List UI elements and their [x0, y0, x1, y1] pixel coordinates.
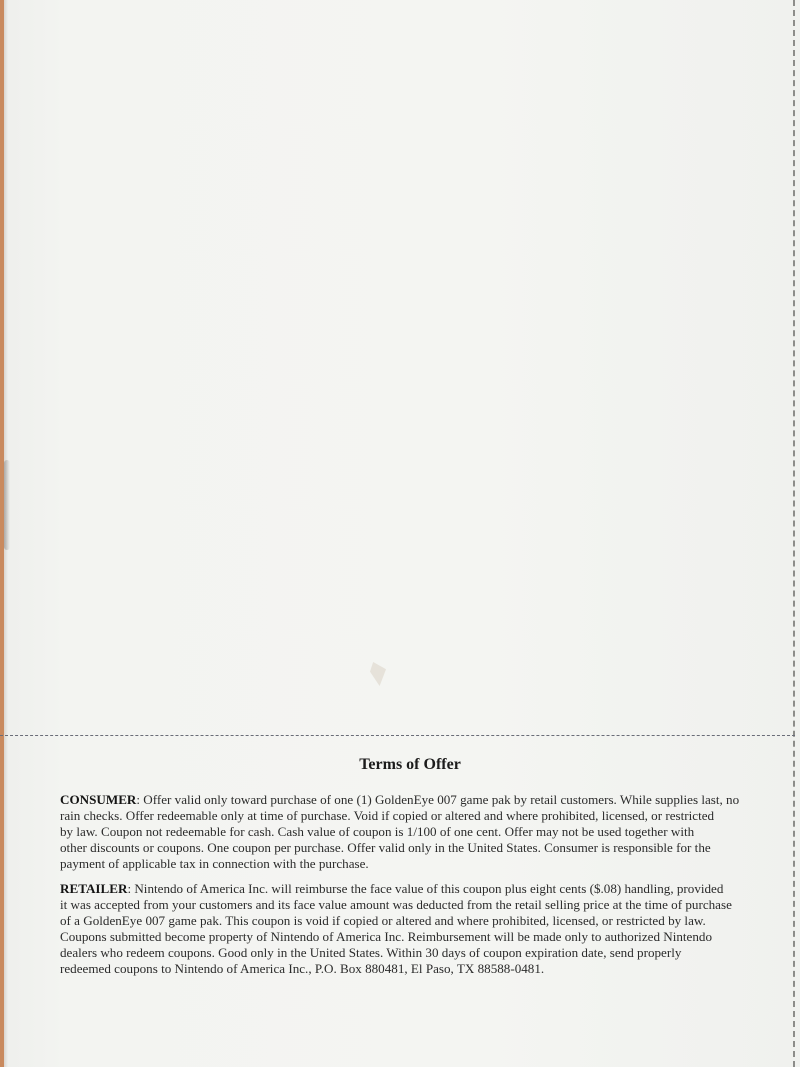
retailer-terms: [60, 881, 785, 977]
consumer-line-5: payment of applicable tax in connection with the purchase.: [60, 856, 369, 871]
consumer-line-1: CONSUMER: Offer valid only toward purchase of one (1) GoldenEye 007 game pak by retail customers. While supplies last, no: [60, 792, 740, 807]
paper-speck: [370, 662, 386, 686]
retailer-line-1: RETAILER: Nintendo of America Inc. will reimburse the face value of this coupon plus eight cents ($.08) handling, provided: [60, 881, 724, 896]
consumer-line-4: other discounts or coupons. One coupon per purchase. Offer valid only in the United States. Consumer is responsible for the: [60, 840, 711, 855]
coupon-cut-line: [0, 735, 795, 736]
retailer-line-2: it was accepted from your customers and its face value amount was deducted from the retail selling price at the time of purchase: [60, 897, 732, 912]
consumer-line-3: by law. Coupon not redeemable for cash. Cash value of coupon is 1/100 of one cent. Offer may not be used together with: [60, 824, 695, 839]
consumer-label: CONSUMER: [60, 792, 137, 807]
binding-shadow: [4, 460, 10, 550]
retailer-line-5: dealers who redeem coupons. Good only in the United States. Within 30 days of coupon expiration date, send properly: [60, 945, 682, 960]
consumer-line-2: rain checks. Offer redeemable only at time of purchase. Void if copied or altered and where prohibited, licensed, or restricted: [60, 808, 715, 823]
retailer-label: RETAILER: [60, 881, 128, 896]
vertical-perforation-line: [793, 0, 795, 1067]
retailer-line-3: of a GoldenEye 007 game pak. This coupon is void if copied or altered and where prohibited, licensed, or restricted by law.: [60, 913, 706, 928]
terms-title: Terms of Offer: [359, 756, 461, 773]
consumer-terms: [60, 792, 785, 872]
retailer-line-4: Coupons submitted become property of Nintendo of America Inc. Reimbursement will be made only to authorized Nintendo: [60, 929, 712, 944]
retailer-line-6: redeemed coupons to Nintendo of America Inc., P.O. Box 880481, El Paso, TX 88588-0481.: [60, 961, 545, 976]
